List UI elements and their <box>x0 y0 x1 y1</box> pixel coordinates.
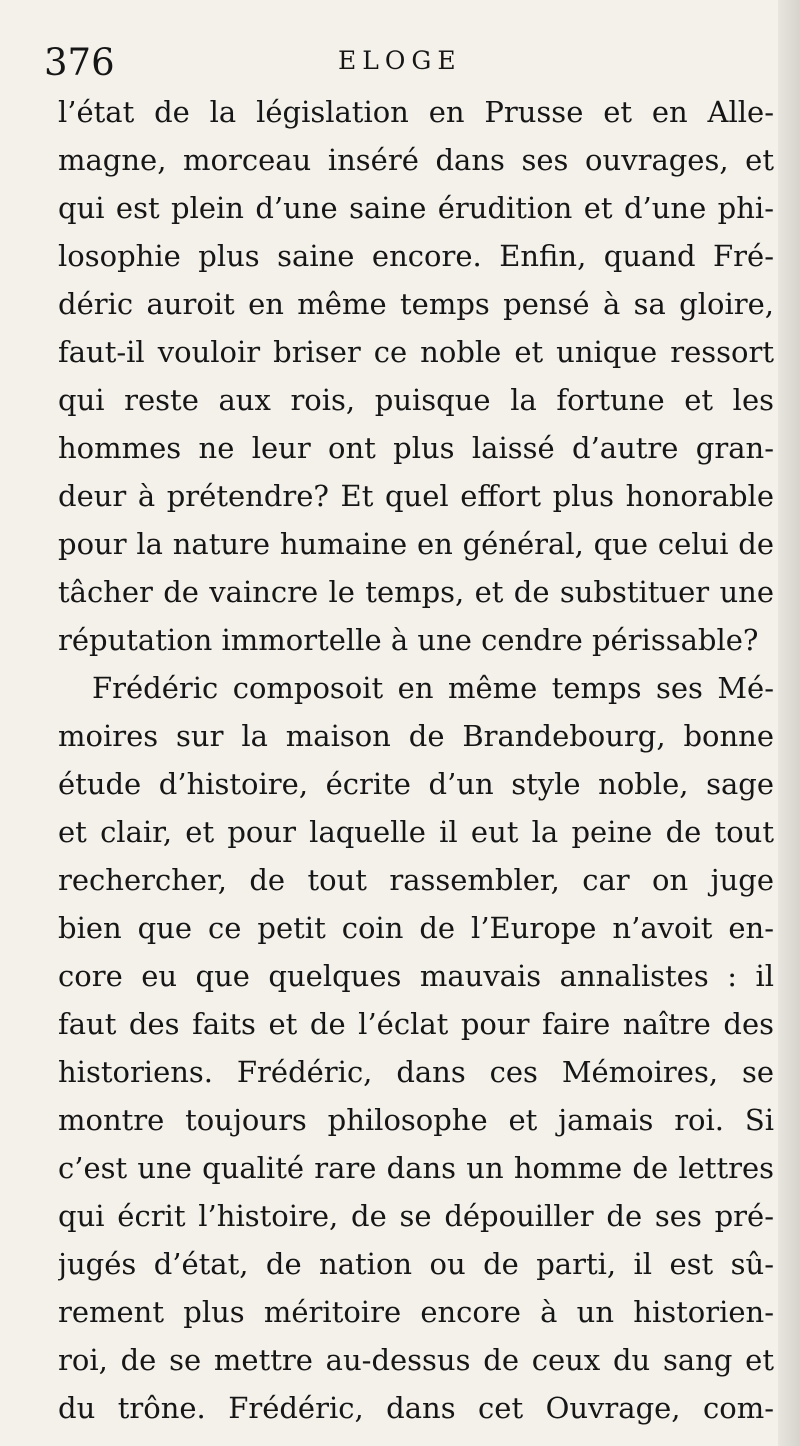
text-line: roi, de se mettre au-dessus de ceux du sang et <box>58 1343 774 1377</box>
text-line: Frédéric composoit en même temps ses Mé- <box>92 671 774 705</box>
page-header <box>44 40 764 90</box>
text-line: deur à prétendre? Et quel effort plus honorable <box>58 479 774 513</box>
text-line: pour la nature humaine en général, que celui de <box>58 527 774 561</box>
text-line: bien que ce petit coin de l’Europe n’avoit en- <box>58 911 774 945</box>
text-line: qui écrit l’histoire, de se dépouiller de ses pré- <box>58 1199 774 1233</box>
text-line: l’état de la législation en Prusse et en Alle- <box>58 95 774 129</box>
text-line: faut des faits et de l’éclat pour faire naître des <box>58 1007 774 1041</box>
text-line: rechercher, de tout rassembler, car on juge <box>58 863 774 897</box>
text-line: faut-il vouloir briser ce noble et unique ressort <box>58 335 774 369</box>
text-line: hommes ne leur ont plus laissé d’autre gran- <box>58 431 774 465</box>
text-line: qui reste aux rois, puisque la fortune et les <box>58 383 774 417</box>
text-line: c’est une qualité rare dans un homme de lettres <box>58 1151 774 1185</box>
text-line: jugés d’état, de nation ou de parti, il est sû- <box>58 1247 774 1281</box>
text-line: et clair, et pour laquelle il eut la peine de tout <box>58 815 774 849</box>
running-head: ELOGE <box>338 46 462 75</box>
text-line: déric auroit en même temps pensé à sa gloire, <box>58 287 774 321</box>
text-line: moires sur la maison de Brandebourg, bonne <box>58 719 774 753</box>
body-text <box>58 88 774 1432</box>
text-line: tâcher de vaincre le temps, et de substituer une <box>58 575 774 609</box>
text-line: core eu que quelques mauvais annalistes : il <box>58 959 774 993</box>
text-line: qui est plein d’une saine érudition et d’une phi- <box>58 191 774 225</box>
text-line: du trône. Frédéric, dans cet Ouvrage, com- <box>58 1391 774 1425</box>
text-line: étude d’histoire, écrite d’un style noble, sage <box>58 767 774 801</box>
text-line: losophie plus saine encore. Enfin, quand Fré- <box>58 239 774 273</box>
text-line: montre toujours philosophe et jamais roi. Si <box>58 1103 774 1137</box>
text-line: réputation immortelle à une cendre périssable? <box>58 623 759 657</box>
text-line: historiens. Frédéric, dans ces Mémoires, se <box>58 1055 774 1089</box>
page-edge <box>778 0 800 1446</box>
text-line: magne, morceau inséré dans ses ouvrages, et <box>58 143 774 177</box>
text-line: rement plus méritoire encore à un historien- <box>58 1295 774 1329</box>
page-number: 376 <box>44 41 115 84</box>
